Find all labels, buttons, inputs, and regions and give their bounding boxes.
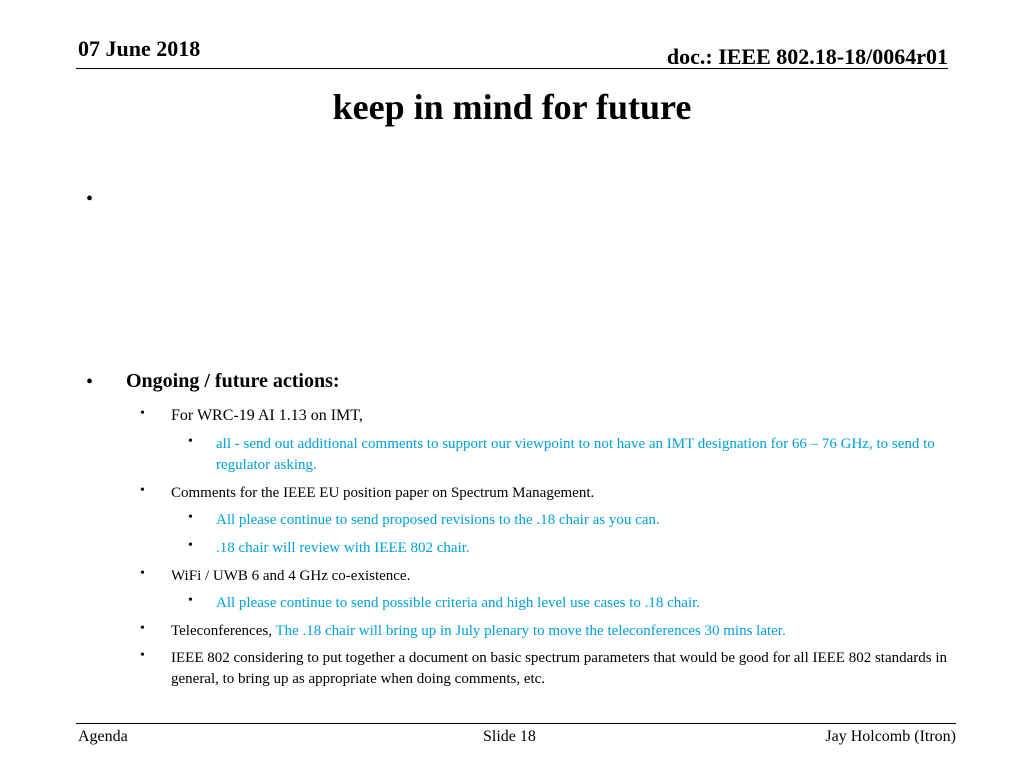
- bullet-marker: •: [140, 566, 145, 581]
- header-doc-id: doc.: IEEE 802.18-18/0064r01: [666, 44, 948, 69]
- bullet-text: .18 chair will review with IEEE 802 chair.: [216, 540, 470, 556]
- footer-divider: [76, 723, 956, 724]
- bullet-marker: •: [188, 538, 193, 553]
- bullet-marker: •: [140, 483, 145, 498]
- bullet-text: For WRC-19 AI 1.13 on IMT,: [171, 407, 363, 424]
- bullet-text-label: Teleconferences,: [171, 623, 272, 639]
- header-date: 07 June 2018: [78, 36, 201, 61]
- bullet-text: All please continue to send proposed revisions to the .18 chair as you can.: [216, 512, 660, 528]
- bullet-text: IEEE 802 considering to put together a document on basic spectrum parameters that would be good for all IEEE 802 standards in general, to bring up as appropriate when doing comments, etc.: [171, 650, 948, 687]
- header-divider: [76, 68, 948, 69]
- bullet-text: Comments for the IEEE EU position paper on Spectrum Management.: [171, 485, 595, 501]
- bullet-text: All please continue to send possible criteria and high level use cases to .18 chair.: [216, 595, 701, 611]
- bullet-text: all - send out additional comments to support our viewpoint to not have an IMT designation for 66 – 76 GHz, to send to regulator asking.: [216, 436, 935, 473]
- bullet-marker: •: [140, 648, 145, 663]
- bullet-marker: •: [86, 188, 94, 210]
- bullet-marker: •: [188, 510, 193, 525]
- bullet-marker: •: [140, 406, 145, 421]
- footer-left: Agenda: [78, 728, 128, 745]
- slide-title: keep in mind for future: [332, 87, 692, 127]
- footer-author: Jay Holcomb (Itron): [825, 728, 956, 745]
- bullet-marker: •: [188, 434, 193, 449]
- bullet-text: [171, 621, 961, 642]
- bullet-text: WiFi / UWB 6 and 4 GHz co-existence.: [171, 568, 411, 584]
- bullet-marker: •: [140, 621, 145, 636]
- slide-number: Slide 18: [483, 728, 536, 745]
- bullet-text-detail: The .18 chair will bring up in July plenary to move the teleconferences 30 mins later.: [275, 623, 786, 639]
- bullet-text: Ongoing / future actions:: [126, 370, 340, 392]
- bullet-marker: •: [86, 371, 94, 393]
- bullet-marker: •: [188, 593, 193, 608]
